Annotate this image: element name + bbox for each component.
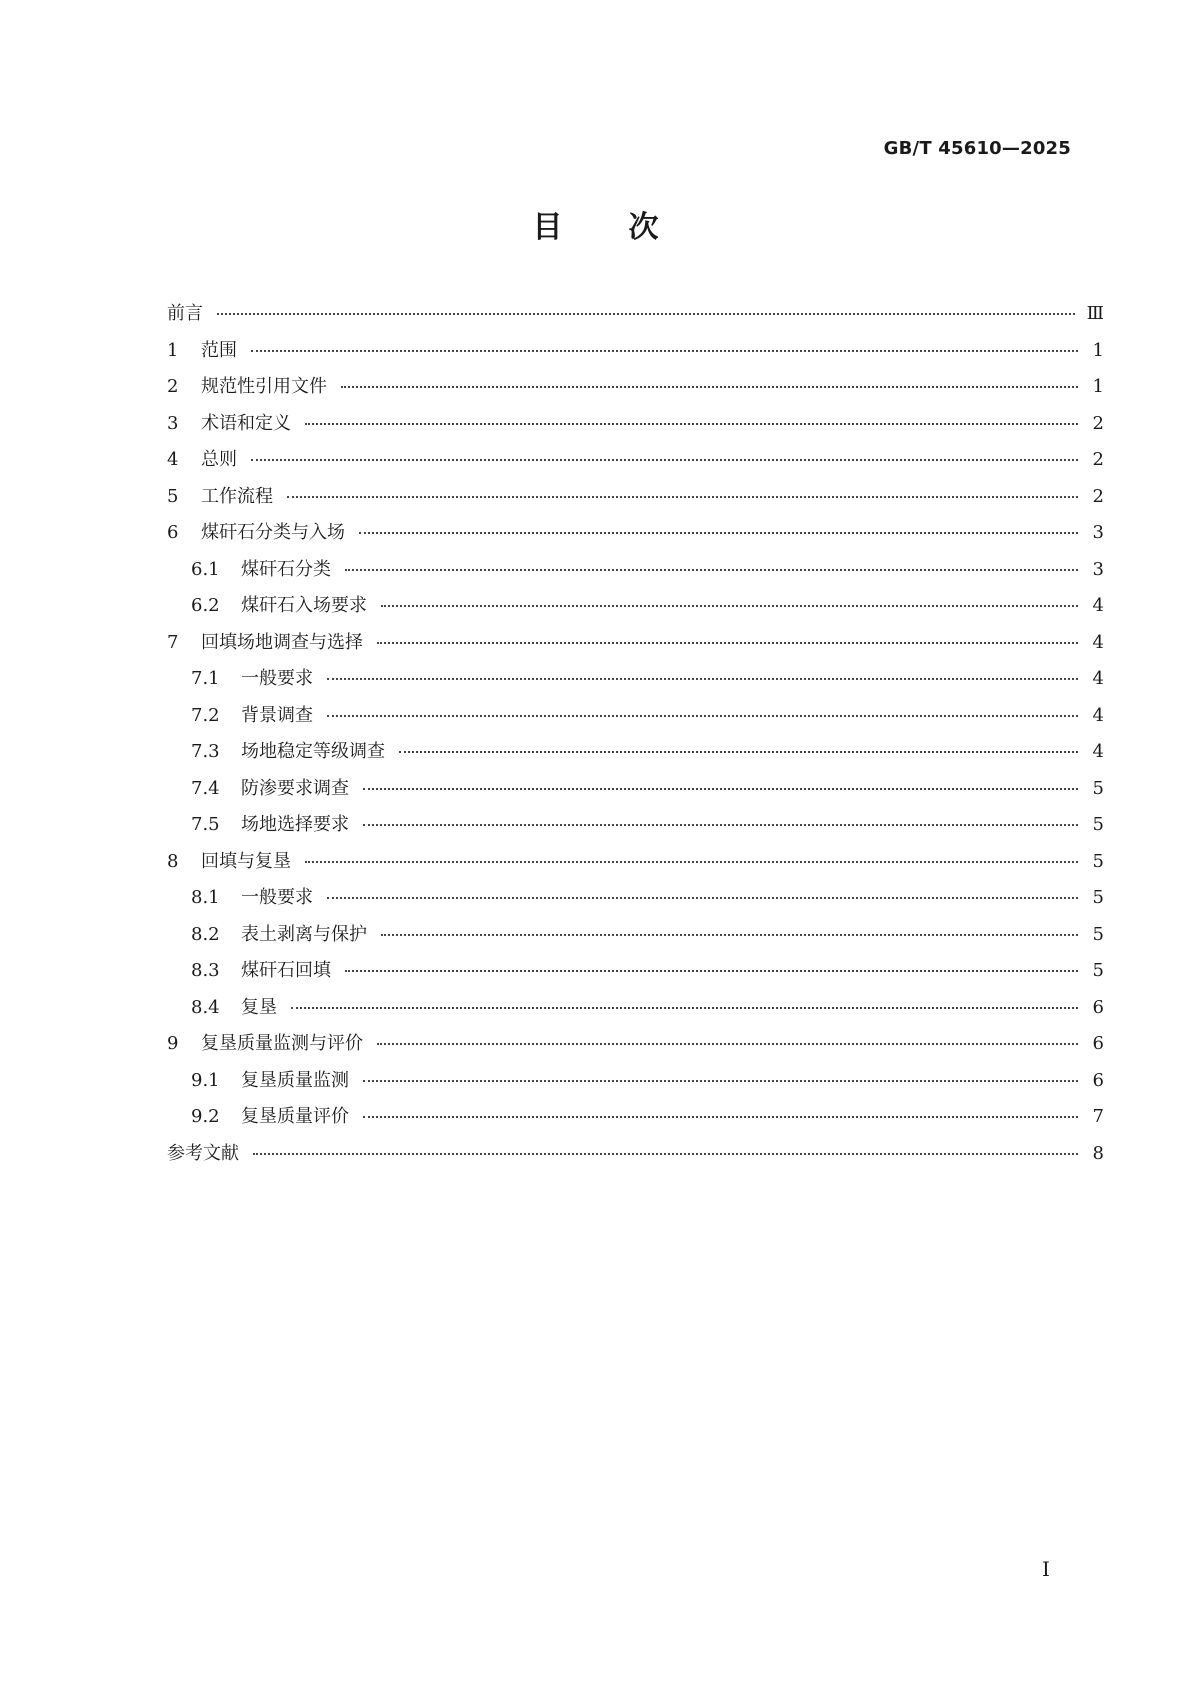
toc-entry-page: 6	[1092, 1033, 1104, 1054]
toc-entry-number: 6.1	[191, 558, 220, 580]
toc-entry-number: 7.4	[191, 777, 220, 799]
toc-title-char-2: 次	[628, 210, 659, 245]
toc-entry-page: 5	[1092, 960, 1104, 981]
toc-entry[interactable]	[167, 376, 1104, 413]
toc-dot-leader	[363, 788, 1078, 790]
toc-entry[interactable]	[167, 887, 1104, 924]
toc-entry-number: 8.1	[191, 887, 220, 908]
toc-dot-leader	[327, 678, 1078, 680]
toc-entry-page: 4	[1092, 595, 1104, 616]
toc-dot-leader	[345, 970, 1078, 972]
toc-entry-title: 一般要求	[241, 668, 313, 689]
toc-entry[interactable]	[167, 303, 1104, 340]
toc-entry-page: 6	[1092, 1069, 1104, 1091]
toc-entry-page: 2	[1092, 449, 1104, 470]
toc-entry-number: 8.2	[191, 923, 220, 945]
toc-entry-title: 复垦质量监测	[241, 1069, 349, 1091]
toc-entry-page: 4	[1092, 631, 1104, 653]
toc-list	[167, 303, 1104, 1179]
toc-entry-title: 场地稳定等级调查	[241, 741, 385, 762]
toc-entry-page: 5	[1092, 814, 1104, 835]
toc-entry-number: 1	[167, 339, 179, 361]
toc-entry[interactable]	[167, 595, 1104, 632]
toc-entry-number: 7.1	[191, 668, 220, 689]
toc-entry[interactable]	[167, 340, 1104, 377]
toc-entry[interactable]	[167, 741, 1104, 778]
toc-entry[interactable]	[167, 851, 1104, 888]
toc-entry-page: 1	[1092, 376, 1104, 397]
toc-entry-title: 煤矸石分类	[241, 558, 331, 580]
toc-entry-title: 复垦质量评价	[241, 1106, 349, 1127]
toc-entry[interactable]	[167, 1070, 1104, 1107]
toc-entry-title: 背景调查	[241, 704, 313, 726]
toc-entry-number: 5	[167, 485, 179, 507]
toc-dot-leader	[305, 861, 1078, 863]
toc-entry-title: 总则	[201, 449, 237, 470]
toc-entry[interactable]	[167, 997, 1104, 1034]
toc-title-char-1: 目	[532, 210, 563, 245]
toc-dot-leader	[253, 1153, 1078, 1155]
toc-entry-title: 范围	[201, 339, 237, 361]
toc-entry-page: Ⅲ	[1086, 303, 1104, 324]
toc-entry[interactable]	[167, 705, 1104, 742]
toc-entry-title: 回填场地调查与选择	[201, 631, 363, 653]
toc-entry-title: 前言	[167, 303, 203, 324]
toc-dot-leader	[341, 386, 1078, 388]
toc-entry-number: 3	[167, 412, 179, 434]
toc-entry[interactable]	[167, 449, 1104, 486]
toc-entry[interactable]	[167, 1143, 1104, 1180]
page-number: I	[1042, 1557, 1050, 1581]
toc-entry-title: 工作流程	[201, 485, 273, 507]
toc-dot-leader	[363, 1116, 1078, 1118]
toc-entry-page: 7	[1092, 1106, 1104, 1127]
toc-entry-number: 8.3	[191, 960, 220, 981]
toc-dot-leader	[381, 934, 1078, 936]
toc-entry-title: 一般要求	[241, 887, 313, 908]
toc-dot-leader	[217, 313, 1075, 315]
toc-entry-number: 7.5	[191, 814, 220, 835]
toc-entry[interactable]	[167, 778, 1104, 815]
toc-dot-leader	[291, 1007, 1078, 1009]
toc-entry-page: 4	[1092, 704, 1104, 726]
toc-entry[interactable]	[167, 814, 1104, 851]
toc-dot-leader	[363, 1080, 1078, 1082]
toc-dot-leader	[399, 751, 1078, 753]
toc-dot-leader	[251, 459, 1078, 461]
toc-entry-title: 复垦	[241, 996, 277, 1018]
toc-dot-leader	[287, 496, 1078, 498]
toc-entry-number: 8	[167, 850, 179, 872]
toc-entry-page: 1	[1092, 339, 1104, 361]
toc-dot-leader	[377, 642, 1078, 644]
toc-entry-page: 4	[1092, 741, 1104, 762]
toc-entry[interactable]	[167, 632, 1104, 669]
toc-entry-title: 防渗要求调查	[241, 777, 349, 799]
toc-entry-page: 5	[1092, 777, 1104, 799]
toc-dot-leader	[381, 605, 1078, 607]
toc-entry-number: 9.1	[191, 1069, 220, 1091]
toc-entry-page: 5	[1092, 887, 1104, 908]
toc-entry-title: 规范性引用文件	[201, 376, 327, 397]
toc-entry-title: 煤矸石入场要求	[241, 595, 367, 616]
toc-entry-title: 表土剥离与保护	[241, 923, 367, 945]
toc-dot-leader	[327, 715, 1078, 717]
toc-entry-page: 5	[1092, 850, 1104, 872]
toc-entry-number: 6	[167, 522, 179, 543]
toc-entry-number: 6.2	[191, 595, 220, 616]
toc-entry-number: 9	[167, 1033, 179, 1054]
toc-entry-page: 4	[1092, 668, 1104, 689]
toc-dot-leader	[305, 423, 1078, 425]
toc-dot-leader	[327, 897, 1078, 899]
toc-entry[interactable]	[167, 559, 1104, 596]
toc-entry[interactable]	[167, 486, 1104, 523]
toc-entry-number: 2	[167, 376, 179, 397]
toc-dot-leader	[345, 569, 1078, 571]
toc-entry-title: 煤矸石回填	[241, 960, 331, 981]
toc-entry[interactable]	[167, 1033, 1104, 1070]
toc-entry[interactable]	[167, 522, 1104, 559]
toc-entry[interactable]	[167, 668, 1104, 705]
toc-entry-title: 场地选择要求	[241, 814, 349, 835]
toc-entry-page: 2	[1092, 485, 1104, 507]
toc-entry-title: 参考文献	[167, 1142, 239, 1164]
toc-entry-number: 9.2	[191, 1106, 220, 1127]
toc-dot-leader	[377, 1043, 1078, 1045]
toc-entry-number: 7	[167, 631, 179, 653]
toc-entry-title: 回填与复垦	[201, 850, 291, 872]
toc-entry-title: 术语和定义	[201, 412, 291, 434]
toc-entry-page: 5	[1092, 923, 1104, 945]
toc-entry-page: 3	[1092, 522, 1104, 543]
toc-entry-title: 煤矸石分类与入场	[201, 522, 345, 543]
toc-entry[interactable]	[167, 960, 1104, 997]
toc-title	[0, 202, 1191, 246]
toc-entry[interactable]	[167, 413, 1104, 450]
toc-entry[interactable]	[167, 1106, 1104, 1143]
toc-entry[interactable]	[167, 924, 1104, 961]
toc-entry-page: 2	[1092, 412, 1104, 434]
toc-entry-number: 7.3	[191, 741, 220, 762]
toc-entry-number: 4	[167, 449, 179, 470]
toc-entry-number: 8.4	[191, 996, 220, 1018]
toc-dot-leader	[363, 824, 1078, 826]
toc-entry-page: 6	[1092, 996, 1104, 1018]
toc-entry-title: 复垦质量监测与评价	[201, 1033, 363, 1054]
toc-dot-leader	[251, 350, 1078, 352]
toc-entry-page: 3	[1092, 558, 1104, 580]
toc-entry-number: 7.2	[191, 704, 220, 726]
standard-number: GB/T 45610—2025	[883, 138, 1071, 159]
toc-dot-leader	[359, 532, 1078, 534]
toc-entry-page: 8	[1092, 1142, 1104, 1164]
